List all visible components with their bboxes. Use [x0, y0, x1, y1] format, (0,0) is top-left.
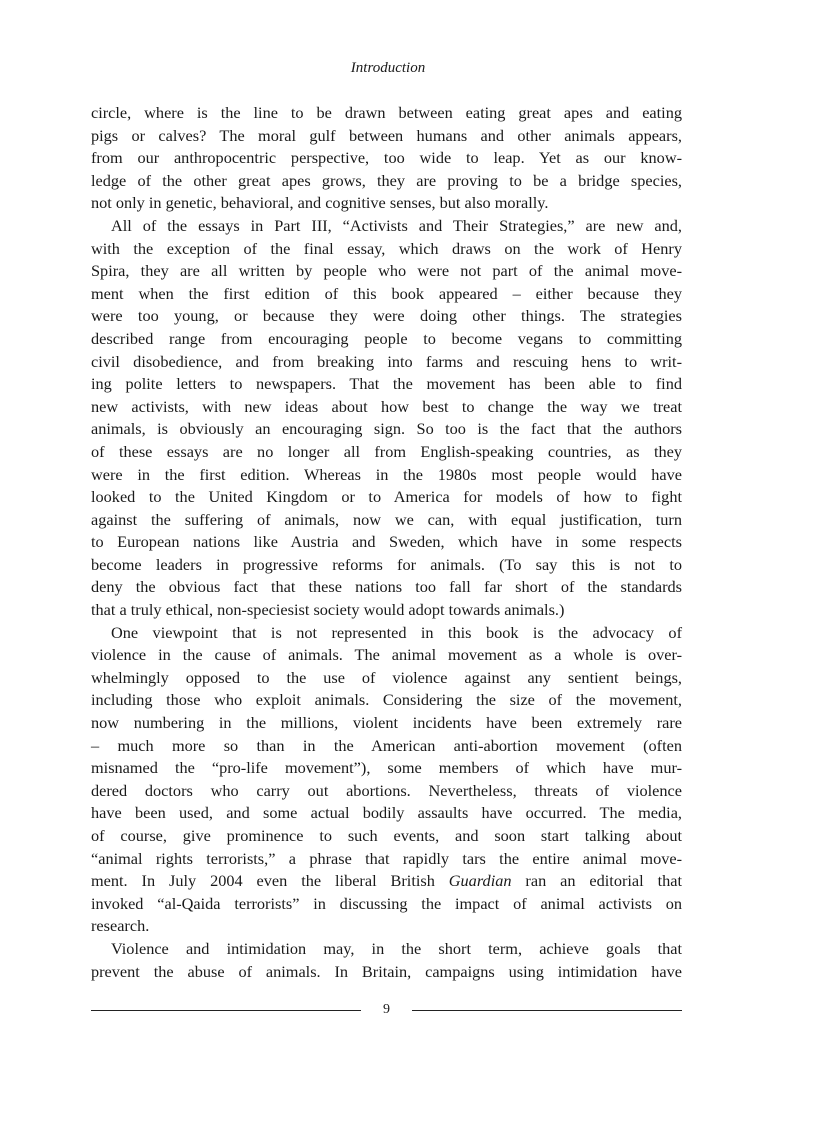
text-segment: ran an editorial that: [511, 871, 682, 891]
text-line: animals, is obviously an encouraging sign. So too is the fact that the authors: [91, 419, 682, 439]
text-line: now numbering in the millions, violent incidents have been extremely rare: [91, 713, 682, 733]
text-line: prevent the abuse of animals. In Britain, campaigns using intimidation have: [91, 961, 682, 981]
text-line: were too young, or because they were doing other things. The strategies: [91, 306, 682, 326]
text-line: were in the first edition. Whereas in the 1980s most people would have: [91, 464, 682, 484]
text-line: to European nations like Austria and Sweden, which have in some respects: [91, 532, 682, 552]
text-line: against the suffering of animals, now we can, with equal justification, turn: [91, 509, 682, 529]
text-line: whelmingly opposed to the use of violence against any sentient beings,: [91, 667, 682, 687]
text-line: become leaders in progressive reforms for animals. (To say this is not to: [91, 554, 682, 574]
text-line: misnamed the “pro-life movement”), some members of which have mur-: [91, 758, 682, 778]
text-line: have been used, and some actual bodily assaults have occurred. The media,: [91, 803, 682, 823]
text-line-with-italic: [91, 870, 682, 893]
paragraph-start-line: All of the essays in Part III, “Activists and Their Strategies,” are new and,: [111, 215, 682, 235]
text-line: Spira, they are all written by people who were not part of the animal move-: [91, 261, 682, 281]
text-line: ing polite letters to newspapers. That the movement has been able to find: [91, 374, 682, 394]
text-line: pigs or calves? The moral gulf between humans and other animals appears,: [91, 125, 682, 145]
text-line: dered doctors who carry out abortions. Nevertheless, threats of violence: [91, 780, 682, 800]
text-line: violence in the cause of animals. The animal movement as a whole is over-: [91, 645, 682, 665]
text-line: civil disobedience, and from breaking into farms and rescuing hens to writ-: [91, 351, 682, 371]
footer-rule-right: [412, 1010, 682, 1011]
text-line: with the exception of the final essay, which draws on the work of Henry: [91, 238, 682, 258]
text-line: invoked “al-Qaida terrorists” in discussing the impact of animal activists on: [91, 893, 682, 913]
text-line: described range from encouraging people to become vegans to committing: [91, 328, 682, 348]
text-line: – much more so than in the American anti-abortion movement (often: [91, 735, 682, 755]
body-text: [91, 102, 682, 983]
text-line: “animal rights terrorists,” a phrase that rapidly tars the entire animal move-: [91, 848, 682, 868]
text-line: circle, where is the line to be drawn between eating great apes and eating: [91, 103, 682, 122]
text-line: of course, give prominence to such events, and soon start talking about: [91, 826, 682, 845]
text-line: ledge of the other great apes grows, they are proving to be a bridge species,: [91, 170, 682, 190]
page-footer: [91, 1000, 682, 1020]
text-line: not only in genetic, behavioral, and cognitive senses, but also morally.: [91, 193, 549, 213]
paragraph-start-line: One viewpoint that is not represented in this book is the advocacy of: [111, 622, 682, 642]
newspaper-title: Guardian: [448, 871, 512, 891]
page-number: 9: [383, 1002, 390, 1017]
text-line: that a truly ethical, non-speciesist society would adopt towards animals.): [91, 600, 565, 620]
text-line: looked to the United Kingdom or to America for models of how to fight: [91, 487, 682, 507]
text-segment: ment. In July 2004 even the liberal British: [91, 871, 449, 891]
text-line: including those who exploit animals. Considering the size of the movement,: [91, 690, 682, 710]
text-line: deny the obvious fact that these nations too fall far short of the standards: [91, 577, 682, 597]
paragraph-start-line: Violence and intimidation may, in the short term, achieve goals that: [111, 938, 682, 958]
running-head-title: Introduction: [350, 60, 426, 76]
text-line: of these essays are no longer all from English-speaking countries, as they: [91, 441, 682, 461]
text-line: new activists, with new ideas about how best to change the way we treat: [91, 396, 682, 416]
text-line: ment when the first edition of this book appeared – either because they: [91, 283, 682, 303]
text-line: from our anthropocentric perspective, too wide to leap. Yet as our know-: [91, 148, 682, 168]
text-line: research.: [91, 916, 150, 936]
